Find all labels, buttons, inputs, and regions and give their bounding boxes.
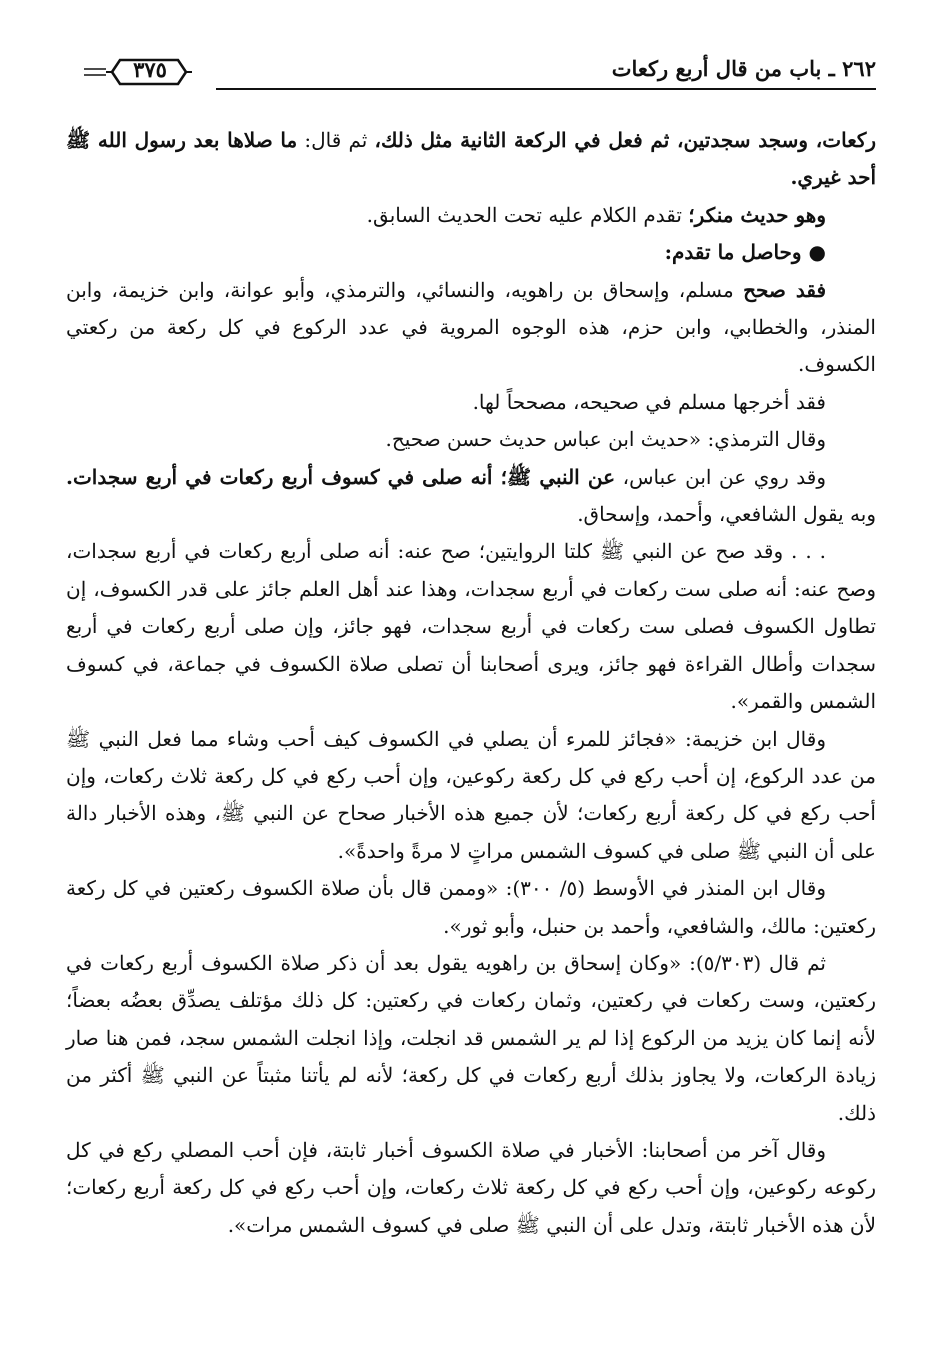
paragraph	[66, 234, 876, 271]
bold-text-segment: فقد صحح	[743, 277, 827, 302]
bold-text-segment: عن النبي ﷺ؛ أنه صلى في كسوف أربع ركعات في أربع سجدات.	[66, 464, 616, 489]
text-segment: وقال ابن المنذر في الأوسط (٥/ ٣٠٠): «وممن قال بأن صلاة الكسوف ركعتين في كل ركعة ركعتين: مالك، والشافعي، وأحمد بن حنبل، وأبو ثور».	[66, 876, 876, 938]
text-segment: فقد أخرجها مسلم في صحيحه، مصححاً لها.	[472, 389, 826, 414]
paragraph	[66, 533, 876, 720]
chapter-title: ٢٦٢ ـ باب من قال أربع ركعات	[611, 56, 876, 81]
text-segment: مسلم، وإسحاق بن راهويه، والنسائي، والترمذي، وأبو عوانة، وابن خزيمة، وابن المنذر، والخطابي، وابن حزم، هذه الوجوه المروية في عدد الركوع في كل ركعة من ركعتي الكسوف.	[66, 277, 876, 377]
text-segment: وقد روي عن ابن عباس،	[615, 464, 827, 489]
paragraph	[66, 1132, 876, 1244]
bold-text-segment: ما صلاها بعد رسول الله ﷺ أحد غيري.	[66, 128, 876, 190]
paragraph	[66, 122, 876, 197]
text-segment: تقدم الكلام عليه تحت الحديث السابق.	[366, 202, 689, 227]
text-segment: وقال ابن خزيمة: «فجائز للمرء أن يصلي في الكسوف كيف أحب وشاء مما فعل النبي ﷺ من عدد الركوع، إن أحب ركع في كل ركعة ركوعين، وإن أحب ركع في كل ركعة ثلاث ركعات، وإن أحب ركع في كل ركعة أربع ركعات؛ لأن جميع هذه الأخبار صحاح عن النبي ﷺ، وهذه الأخبار دالة على أن النبي ﷺ صلى في كسوف الشمس مراتٍ لا مرةً واحدةً».	[66, 726, 876, 863]
paragraph	[66, 197, 876, 234]
page-number-ornament	[82, 54, 212, 90]
bold-text-segment: وهو حديث منكر؛	[688, 202, 826, 227]
text-segment: وقال آخر من أصحابنا: الأخبار في صلاة الكسوف أخبار ثابتة، فإن أحب المصلي ركع في كل ركوعه ركوعين، وإن أحب ركع في كل ركعة ثلاث ركعات، وإن أحب ركع في كل ركعة أربع ركعات؛ لأن هذه الأخبار ثابتة، وتدل على أن النبي ﷺ صلى في كسوف الشمس مرات».	[66, 1137, 876, 1237]
text-segment: وقال الترمذي: «حديث ابن عباس حديث حسن صحيح.	[385, 427, 826, 452]
text-segment: وبه يقول الشافعي، وأحمد، وإسحاق.	[577, 502, 876, 527]
paragraph	[66, 945, 876, 1132]
main-text	[66, 122, 876, 1244]
page-header	[82, 52, 876, 98]
page-number: ٣٧٥	[133, 57, 167, 82]
text-segment: ثم قال:	[297, 128, 375, 152]
paragraph	[66, 272, 876, 384]
text-segment: ثم قال (٥/٣٠٣): «وكان إسحاق بن راهويه يقول بعد أن ذكر صلاة الكسوف أربع ركعات في ركعتين، وست ركعات في ركعتين، وثمان ركعات في ركعتين: كل ذلك مؤتلف يصدِّق بعضُه بعضاً؛ لأنه إنما كان يزيد من الركوع إذا لم ير الشمس قد انجلت، وإذا انجلت الشمس سجد، فمن هنا صار زيادة الركعات، ولا يجاوز بذلك أربع ركعات في كل ركعة؛ لأنه لم يأتنا مثبتاً عن النبي ﷺ أكثر من ذلك.	[66, 950, 876, 1125]
paragraph	[66, 384, 876, 421]
header-rule	[216, 88, 876, 90]
paragraph	[66, 870, 876, 945]
paragraph	[66, 459, 876, 534]
bold-text-segment: ركعات، وسجد سجدتين، ثم فعل في الركعة الثانية مثل ذلك،	[374, 128, 877, 152]
paragraph	[66, 721, 876, 871]
text-segment: . . . وقد صح عن النبي ﷺ كلتا الروايتين؛ صح عنه: أنه صلى أربع ركعات في أربع سجدات، وصح عنه: أنه صلى ست ركعات في أربع سجدات، وهذا عند أهل العلم جائز على قدر الكسوف، إن تطاول الكسوف فصلى ست ركعات في أربع سجدات، فهو جائز، وإن صلى أربع ركعات في أربع سجدات وأطال القراءة فهو جائز، ويرى أصحابنا أن تصلى صلاة الكسوف في جماعة، في كسوف الشمس والقمر».	[66, 539, 876, 714]
paragraph	[66, 421, 876, 458]
bold-text-segment: ● وحاصل ما تقدم:	[664, 240, 826, 265]
